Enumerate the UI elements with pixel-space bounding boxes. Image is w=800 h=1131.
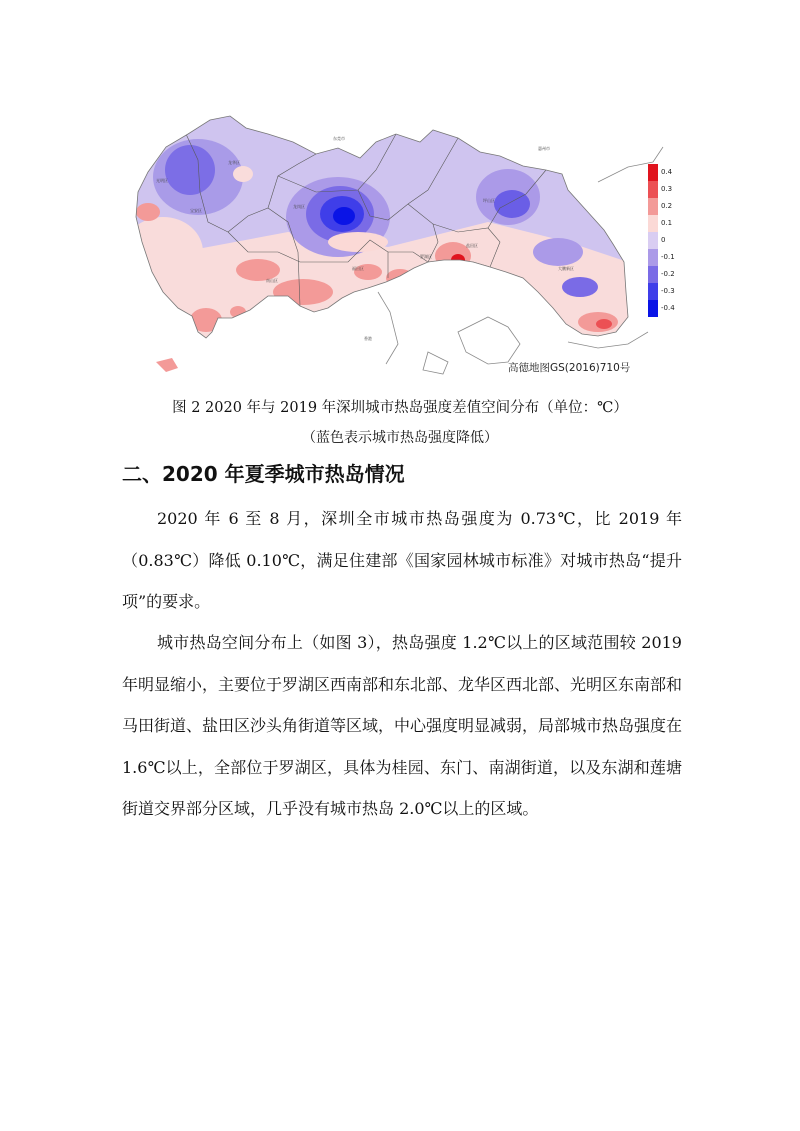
legend-swatch	[648, 300, 658, 317]
legend-tick-label: 0.1	[661, 219, 673, 227]
legend-swatch	[648, 198, 658, 215]
legend-tick-label: -0.1	[661, 253, 675, 261]
legend-swatch	[648, 266, 658, 283]
legend-swatch	[648, 164, 658, 181]
legend-tick-label: -0.3	[661, 287, 675, 295]
legend-swatch	[648, 283, 658, 300]
legend-tick-label: -0.2	[661, 270, 675, 278]
difference-field	[123, 112, 668, 382]
label-huizhou: 惠州市	[538, 146, 550, 151]
label-futian: 福田区	[352, 266, 364, 271]
legend-tick-label: 0.2	[661, 202, 673, 210]
legend-tick-label: 0	[661, 236, 666, 244]
heat-island-difference-map	[128, 112, 675, 382]
label-dongguan: 东莞市	[333, 136, 345, 141]
section-heading: 二、2020 年夏季城市热岛情况	[122, 462, 405, 486]
figure-subcaption: （蓝色表示城市热岛强度降低）	[302, 430, 498, 446]
label-guangming: 光明区	[156, 178, 168, 183]
paragraph-summary: 2020 年 6 至 8 月，深圳全市城市热岛强度为 0.73℃，比 2019 年（0.83℃）降低 0.10℃，满足住建部《国家园林城市标准》对城市热岛“提升项”的要求。	[122, 509, 682, 611]
island	[156, 358, 178, 372]
map-svg	[128, 112, 675, 382]
legend-swatch	[648, 181, 658, 198]
legend-swatch	[648, 215, 658, 232]
legend-swatch	[648, 232, 658, 249]
label-hongkong: 香港	[364, 336, 372, 341]
figure-caption: 图 2 2020 年与 2019 年深圳城市热岛强度差值空间分布（单位：℃）	[172, 400, 628, 416]
label-yantian: 盐田区	[466, 243, 478, 248]
label-baoan: 宝安区	[190, 208, 202, 213]
legend-tick-label: -0.4	[661, 304, 675, 312]
legend-tick-label: 0.3	[661, 185, 673, 193]
map-credit: 高德地图GS(2016)710号	[508, 362, 631, 374]
label-nanshan: 南山区	[266, 278, 278, 283]
label-dapeng: 大鹏新区	[558, 266, 574, 271]
legend	[648, 164, 675, 317]
label-longgang: 龙岗区	[293, 204, 305, 209]
legend-swatch	[648, 249, 658, 266]
paragraph-spatial-distribution: 城市热岛空间分布上（如图 3），热岛强度 1.2℃以上的区域范围较 2019 年明显缩小，主要位于罗湖区西南部和东北部、龙华区西北部、光明区东南部和马田街道、盐田区沙头角街道等区域，中心强度明显减弱，局部城市热岛强度在 1.6℃以上，全部位于罗湖区，具体为桂园、东门、南湖街道，以及东湖和莲塘街道交界部分区域，几乎没有城市热岛 2.0℃以上的区域。	[122, 633, 683, 818]
label-pingshan: 坪山区	[483, 198, 495, 203]
legend-tick-label: 0.4	[661, 168, 673, 176]
label-luohu: 罗湖区	[420, 254, 432, 259]
label-longhua: 龙华区	[228, 160, 240, 165]
